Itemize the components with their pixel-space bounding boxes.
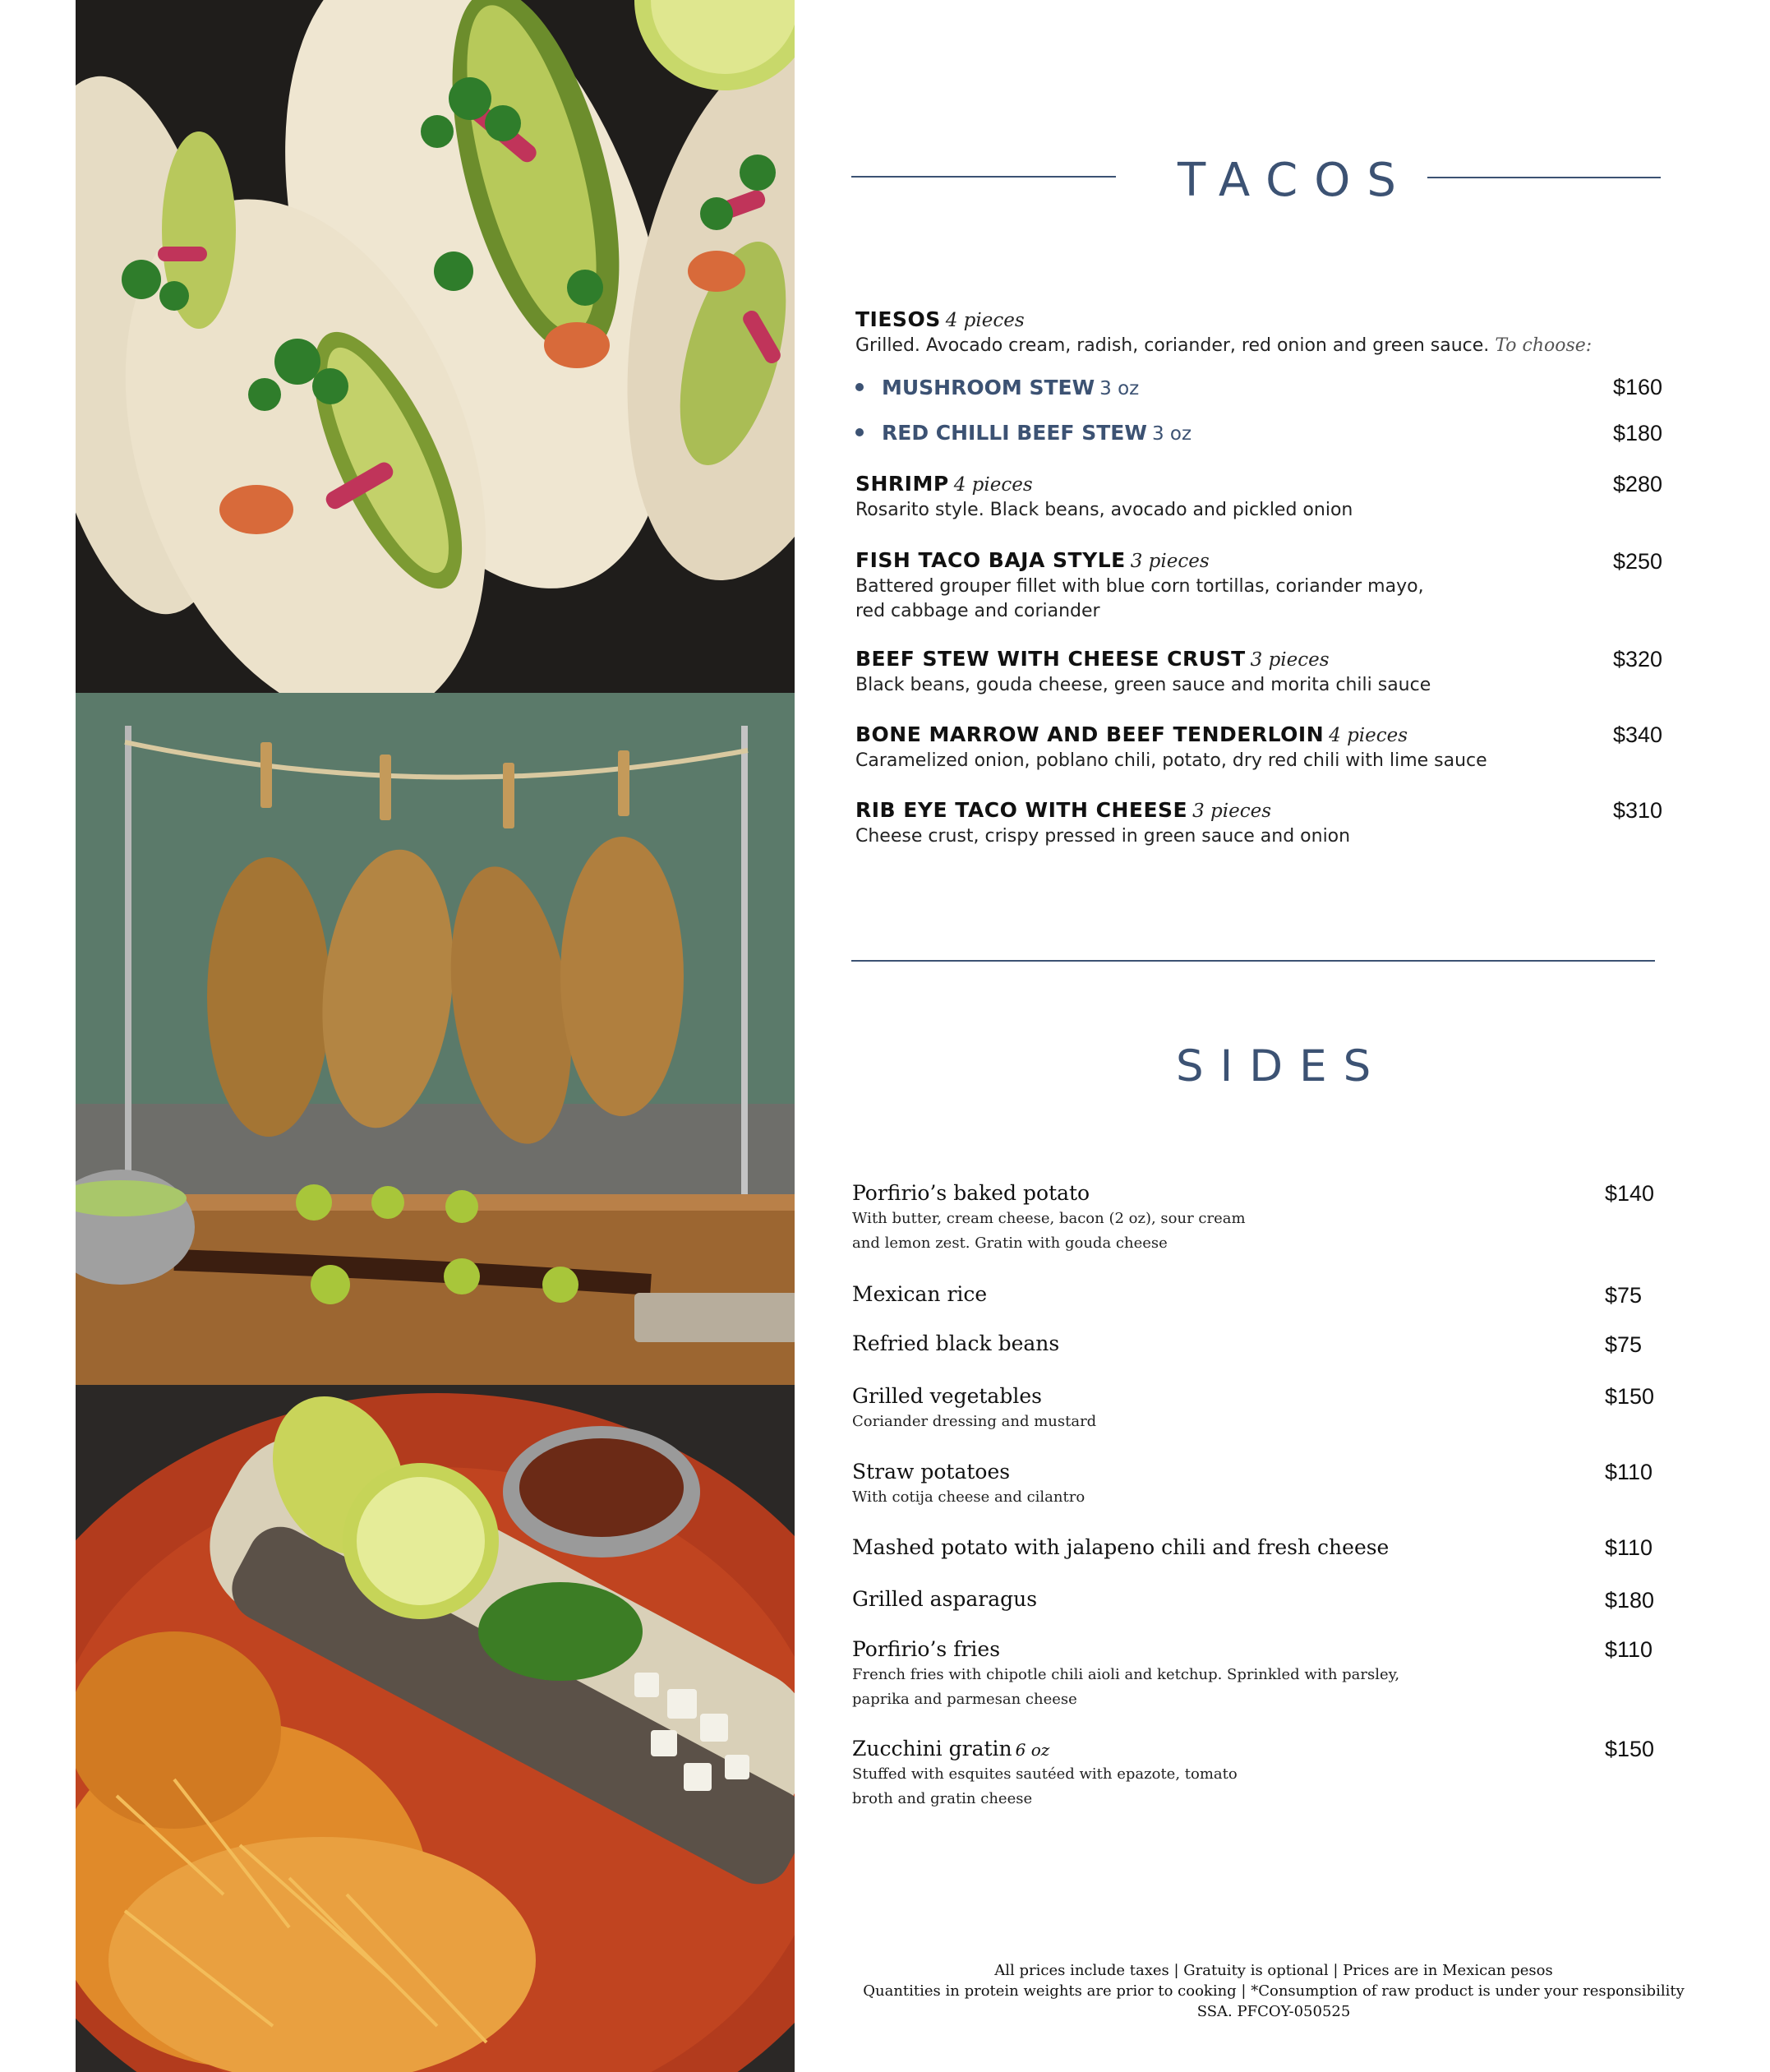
item-pieces: 4 pieces [945,310,1025,331]
side-name: Porfirio’s fries [852,1637,1001,1661]
side-name [852,1737,1592,1761]
item-note: To choose: [1495,335,1593,356]
side-description: Coriander dressing and mustard [852,1413,1097,1430]
item-pieces: 3 pieces [1250,649,1330,671]
option-oz: 3 oz [1151,423,1192,445]
item-name: TIESOS [855,307,941,331]
item-pieces: 3 pieces [1192,801,1272,822]
item-description: Black beans, gouda cheese, green sauce and morita chili sauce [855,675,1431,695]
side-price: $140 [1605,1181,1655,1206]
item-pieces: 3 pieces [1130,551,1210,572]
tacos-rule-left [851,176,1116,178]
item-description: Caramelized onion, poblano chili, potato, dry red chili with lime sauce [855,750,1487,771]
section-divider [851,960,1655,962]
tacos-with-avocado-photo [76,0,795,693]
item-price: $310 [1613,798,1663,823]
side-price: $110 [1605,1535,1653,1560]
side-price: $150 [1605,1737,1655,1761]
footer-line-2: Quantities in protein weights are prior to cooking | *Consumption of raw product is under your responsibility [863,1982,1685,2000]
bullet-icon [855,428,864,436]
option-mushroom-stew [855,376,1139,399]
item-description [855,334,1665,358]
side-description-line-2: paprika and parmesan cheese [852,1691,1077,1708]
menu-item-bone-marrow [855,722,1665,773]
side-price: $110 [1605,1460,1653,1484]
side-name: Grilled vegetables [852,1384,1042,1408]
side-price: $150 [1605,1384,1655,1409]
footer-line-1: All prices include taxes | Gratuity is optional | Prices are in Mexican pesos [994,1962,1553,1979]
side-description-line-2: and lemon zest. Gratin with gouda cheese [852,1234,1168,1252]
side-item-grilled-vegetables [852,1384,1592,1434]
item-description-line-2: red cabbage and coriander [855,601,1100,621]
tacos-rule-right [1427,177,1661,178]
side-item-zucchini-gratin [852,1737,1592,1811]
footer-notes [863,1960,1685,2022]
menu-item-shrimp [855,472,1665,523]
item-price: $340 [1613,722,1663,747]
side-name: Porfirio’s baked potato [852,1181,1090,1205]
tacos-title: TACOS [1178,154,1413,207]
item-description-text: Grilled. Avocado cream, radish, coriander, red onion and green sauce. [855,335,1490,356]
item-name: FISH TACO BAJA STYLE [855,548,1126,572]
option-name: RED CHILLI BEEF STEW [882,421,1147,445]
side-item-porfirio-fries [852,1637,1592,1712]
side-name: Mexican rice [852,1282,988,1306]
side-item-grilled-asparagus [852,1587,1592,1611]
menu-item-beef-stew [855,647,1665,698]
item-description: Rosarito style. Black beans, avocado and pickled onion [855,500,1353,520]
side-name-text: Zucchini gratin [852,1737,1012,1761]
item-name: BEEF STEW WITH CHEESE CRUST [855,647,1246,671]
sides-title: SIDES [1176,1041,1388,1091]
hanging-fried-tacos-photo [76,693,795,1385]
item-name: RIB EYE TACO WITH CHEESE [855,798,1188,822]
item-name: BONE MARROW AND BEEF TENDERLOIN [855,722,1325,746]
menu-item-tiesos [855,307,1665,358]
side-description: Stuffed with esquites sautéed with epazote, tomato [852,1765,1238,1783]
option-red-chilli-beef-stew [855,421,1192,445]
side-item-refried-beans [852,1331,1592,1355]
side-item-straw-potatoes [852,1460,1592,1510]
side-oz: 6 oz [1015,1740,1050,1760]
side-name: Straw potatoes [852,1460,1011,1484]
footer-line-3: SSA. PFCOY-050525 [1196,2003,1351,2020]
item-description: Cheese crust, crispy pressed in green sauce and onion [855,826,1351,847]
side-price: $180 [1605,1588,1655,1613]
side-item-mexican-rice [852,1282,1592,1306]
bullet-icon [855,383,864,391]
item-pieces: 4 pieces [1329,725,1408,746]
side-description-line-2: broth and gratin cheese [852,1790,1033,1807]
item-name: SHRIMP [855,472,949,496]
side-name: Refried black beans [852,1331,1060,1355]
option-price: $180 [1613,421,1663,445]
side-price: $75 [1605,1283,1643,1308]
option-price: $160 [1613,375,1663,399]
side-price: $110 [1605,1637,1653,1662]
side-name: Mashed potato with jalapeno chili and fresh cheese [852,1535,1390,1559]
side-item-baked-potato [852,1181,1592,1256]
side-description: French fries with chipotle chili aioli and ketchup. Sprinkled with parsley, [852,1666,1400,1683]
item-description: Battered grouper fillet with blue corn tortillas, coriander mayo, [855,576,1424,597]
menu-item-fish-taco [855,548,1665,624]
menu-item-rib-eye [855,798,1665,849]
side-item-mashed-potato [852,1535,1592,1559]
side-description: With cotija cheese and cilantro [852,1488,1086,1506]
item-price: $280 [1613,472,1663,496]
side-name: Grilled asparagus [852,1587,1038,1611]
side-price: $75 [1605,1332,1643,1357]
item-price: $320 [1613,647,1663,671]
option-name: MUSHROOM STEW [882,376,1095,399]
option-oz: 3 oz [1099,378,1140,399]
item-price: $250 [1613,549,1663,574]
side-description: With butter, cream cheese, bacon (2 oz), sour cream [852,1210,1246,1227]
item-pieces: 4 pieces [953,474,1033,496]
bone-marrow-taco-photo [76,1385,795,2072]
